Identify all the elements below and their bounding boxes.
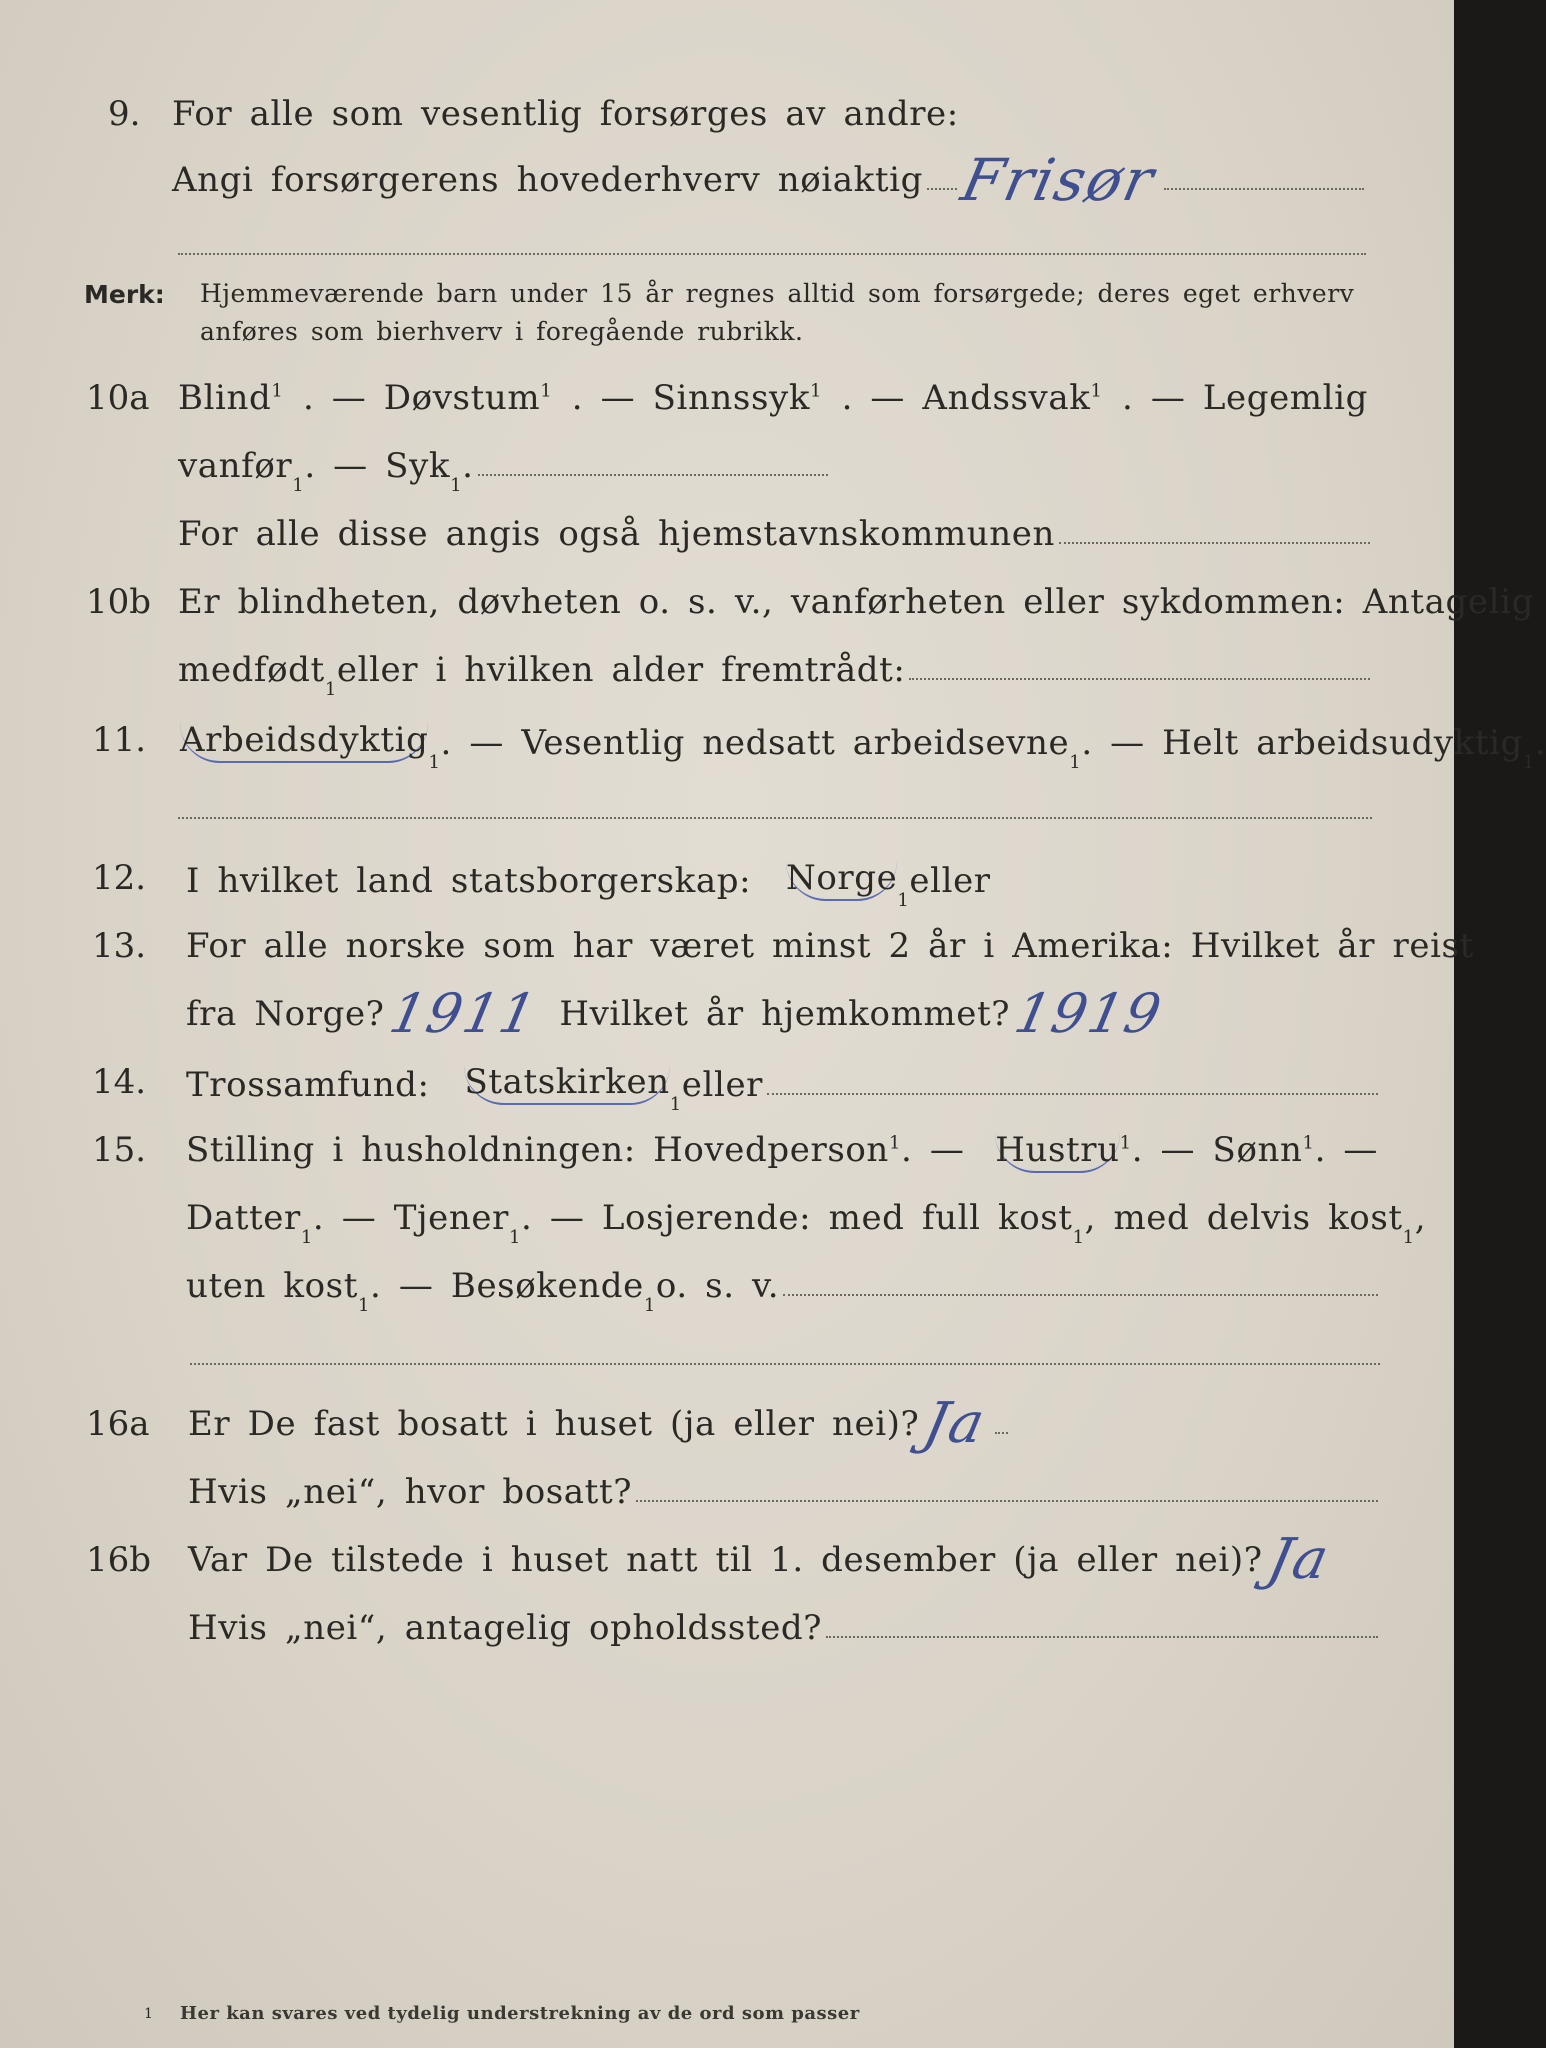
q11-nedsatt[interactable]: . — Vesentlig nedsatt arbeidsevne <box>440 723 1070 763</box>
q15-line3: uten kost 1 . — Besøkende 1 o. s. v. <box>186 1266 1378 1306</box>
q13-line2 <box>186 982 1169 1045</box>
q16b-text: Var De tilstede i huset natt til 1. desember (ja eller nei)? <box>188 1540 1263 1580</box>
q10a-blind: Blind <box>178 378 272 418</box>
q9-text1: For alle som vesentlig forsørges av andre: <box>172 94 959 134</box>
q16b-answer[interactable]: Ja <box>1261 1527 1336 1592</box>
q16a-text: Er De fast bosatt i huset (ja eller nei)? <box>188 1404 920 1444</box>
q9-dots-a <box>927 188 957 190</box>
q10a-dots3[interactable] <box>1059 542 1370 544</box>
q14-dots[interactable] <box>767 1093 1378 1095</box>
merk-line1: Hjemmeværende barn under 15 år regnes alltid som forsørgede; deres eget erhverv <box>200 279 1355 308</box>
q15-delvis-kost[interactable]: , med delvis kost <box>1084 1198 1403 1238</box>
q13-hjemkommet: Hvilket år hjemkommet? <box>559 994 1011 1034</box>
merk-label: Merk: <box>84 280 165 309</box>
q15-sonn[interactable]: . — Sønn <box>1131 1130 1303 1170</box>
q11-number: 11. <box>92 720 147 760</box>
q15-uten-kost[interactable]: uten kost <box>186 1266 358 1306</box>
q9-line2 <box>172 146 1364 214</box>
q9-answer[interactable]: Frisør <box>955 146 1162 214</box>
q10a-number: 10a <box>86 378 150 418</box>
q16b-number: 16b <box>86 1540 152 1580</box>
q11-extra-line <box>178 817 1372 819</box>
q10a-sinnssyk: . — Sinnssyk <box>571 378 811 418</box>
q10a-vanfor: vanfør <box>178 446 293 486</box>
q16a-answer[interactable]: Ja <box>918 1391 993 1456</box>
q10b-number: 10b <box>86 582 152 622</box>
q16b-line2 <box>188 1608 1378 1648</box>
merk-line2: anføres som bierhverv i foregående rubrikk. <box>200 317 804 346</box>
q16a-dots <box>995 1432 1008 1434</box>
q13-number: 13. <box>92 926 147 966</box>
q16a-line2 <box>188 1472 1378 1512</box>
q16a-dots2[interactable] <box>636 1500 1378 1502</box>
q10b-medfodt: medfødt <box>178 650 325 690</box>
q15-full-kost[interactable]: . — Losjerende: med full kost <box>521 1198 1073 1238</box>
q15-osv: o. s. v. <box>655 1266 780 1306</box>
q15-number: 15. <box>92 1130 147 1170</box>
q10a-syk: . — Syk <box>304 446 451 486</box>
q10a-hjemstavn-text: For alle disse angis også hjemstavnskommunen <box>178 514 1055 554</box>
q10b-alder-text: eller i hvilken alder fremtrådt: <box>336 650 906 690</box>
q15-dots[interactable] <box>783 1294 1378 1296</box>
q10a-line3 <box>178 514 1370 554</box>
q14-eller: eller <box>681 1065 764 1105</box>
q10b-line1: Er blindheten, døvheten o. s. v., vanførheten eller sykdommen: Antagelig <box>178 582 1534 622</box>
q10a-andssvak: . — Andssvak <box>841 378 1091 418</box>
q10a-line1: Blind$^1$ . — Døvstum$^1$ . — Sinnssyk$^1$ . — Andssvak$^1$ . — Legemlig <box>178 378 1368 418</box>
q13-answer-hjem[interactable]: 1919 <box>1009 982 1169 1045</box>
q9-line1 <box>172 94 959 134</box>
q15-hovedperson[interactable]: Stilling i husholdningen: Hovedperson <box>186 1130 889 1170</box>
q14-statskirken[interactable]: Statskirken <box>464 1062 669 1105</box>
q11-arbeidsdyktig[interactable]: Arbeidsdyktig <box>180 720 428 763</box>
q10a-dovstum: . — Døvstum <box>302 378 541 418</box>
q15-hustru[interactable]: Hustru <box>995 1130 1119 1173</box>
q16b-hvis-nei: Hvis „nei“, antagelig opholdssted? <box>188 1608 823 1648</box>
q9-dots-b <box>1164 188 1364 190</box>
q16a-hvis-nei: Hvis „nei“, hvor bosatt? <box>188 1472 633 1512</box>
q15-extra-line <box>190 1363 1380 1365</box>
q10b-line2: medfødt 1 eller i hvilken alder fremtrådt: <box>178 650 1370 690</box>
q10a-line2: vanfør 1 . — Syk 1 . <box>178 446 828 486</box>
q10a-legemlig: . — Legemlig <box>1122 378 1368 418</box>
q11-line: Arbeidsdyktig 1 . — Vesentlig nedsatt arbeidsevne 1 . — Helt arbeidsudyktig 1 . <box>180 720 1546 773</box>
q15-besokende[interactable]: . — Besøkende <box>370 1266 644 1306</box>
q13-line1: For alle norske som har været minst 2 år i Amerika: Hvilket år reist <box>186 926 1474 966</box>
footnote-text: Her kan svares ved tydelig understrekning av de ord som passer <box>180 2003 860 2024</box>
q15-tjener[interactable]: . — Tjener <box>312 1198 509 1238</box>
q14-text: Trossamfund: <box>186 1065 430 1105</box>
q10a-dots2[interactable] <box>478 474 828 476</box>
footnote-mark: 1 <box>144 2006 153 2022</box>
q14-line: Trossamfund: Statskirken 1 eller <box>186 1062 1378 1105</box>
q13-fra-norge: fra Norge? <box>186 994 385 1034</box>
q9-text2: Angi forsørgerens hovederhverv nøiaktig <box>172 160 923 200</box>
q12-eller: eller <box>909 861 991 901</box>
q15-datter[interactable]: Datter <box>186 1198 301 1238</box>
q16b-dots2[interactable] <box>826 1636 1378 1638</box>
q15-line1: Stilling i husholdningen: Hovedperson$^1$. — Hustru$^1$. — Sønn$^1$. — <box>186 1130 1378 1170</box>
q12-norge[interactable]: Norge <box>786 858 897 901</box>
q11-udyktig[interactable]: . — Helt arbeidsudyktig <box>1081 723 1523 763</box>
q10b-dots[interactable] <box>909 678 1370 680</box>
q12-line: I hvilket land statsborgerskap: Norge 1 eller <box>186 858 991 911</box>
q16b-line1 <box>188 1527 1336 1592</box>
q13-answer-reist[interactable]: 1911 <box>383 982 543 1045</box>
q9-extra-line <box>178 253 1366 255</box>
q15-line2: Datter 1 . — Tjener 1 . — Losjerende: med full kost 1 , med delvis kost 1 , <box>186 1198 1427 1248</box>
q12-number: 12. <box>92 858 147 898</box>
q14-number: 14. <box>92 1062 147 1102</box>
q16a-number: 16a <box>86 1404 150 1444</box>
q16a-line1 <box>188 1391 1008 1456</box>
q12-text: I hvilket land statsborgerskap: <box>186 861 752 901</box>
q9-number: 9. <box>108 94 141 134</box>
